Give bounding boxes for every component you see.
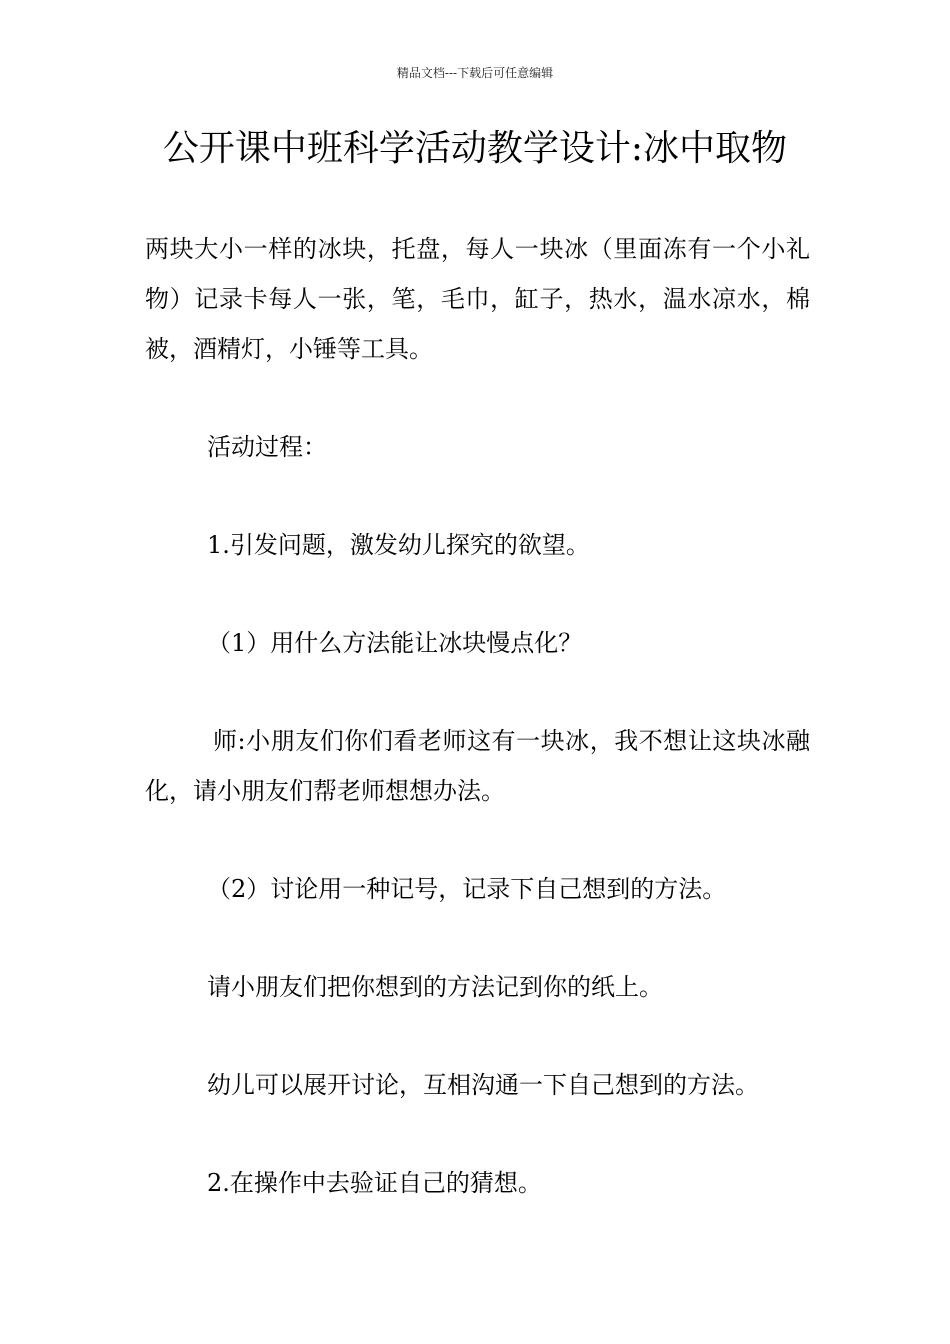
children-discussion-paragraph: 幼儿可以展开讨论，互相沟通一下自己想到的方法。 <box>207 1071 759 1099</box>
paragraph-spacer <box>145 374 810 422</box>
paragraph-spacer <box>145 472 810 520</box>
step-2-heading: 2.在操作中去验证自己的猜想。 <box>207 1169 542 1197</box>
document-title: 公开课中班科学活动教学设计:冰中取物 <box>162 128 788 169</box>
paragraph-spacer <box>145 1012 810 1060</box>
sub-step-1-question: （1）用什么方法能让冰块慢点化？ <box>207 629 583 657</box>
record-instruction-paragraph: 请小朋友们把你想到的方法记到你的纸上。 <box>207 973 663 1001</box>
paragraph-spacer <box>145 570 810 618</box>
paragraph-spacer <box>145 1110 810 1158</box>
section-heading-process: 活动过程： <box>207 433 327 461</box>
paragraph-spacer <box>145 668 810 716</box>
document-body <box>145 224 810 1208</box>
teacher-dialogue-paragraph: 师:小朋友们你们看老师这有一块冰，我不想让这块冰融化，请小朋友们帮老师想想办法。 <box>145 727 810 805</box>
paragraph-spacer <box>145 816 810 864</box>
paragraph-spacer <box>145 914 810 962</box>
sub-step-2-discussion: （2）讨论用一种记号，记录下自己想到的方法。 <box>207 875 727 903</box>
header-note: 精品文档---下载后可任意编辑 <box>396 66 554 80</box>
materials-paragraph: 两块大小一样的冰块，托盘，每人一块冰（里面冻有一个小礼物）记录卡每人一张，笔，毛巾，缸子，热水，温水凉水，棉被，酒精灯，小锤等工具。 <box>145 235 810 363</box>
step-1-heading: 1.引发问题，激发幼儿探究的欲望。 <box>207 531 590 559</box>
